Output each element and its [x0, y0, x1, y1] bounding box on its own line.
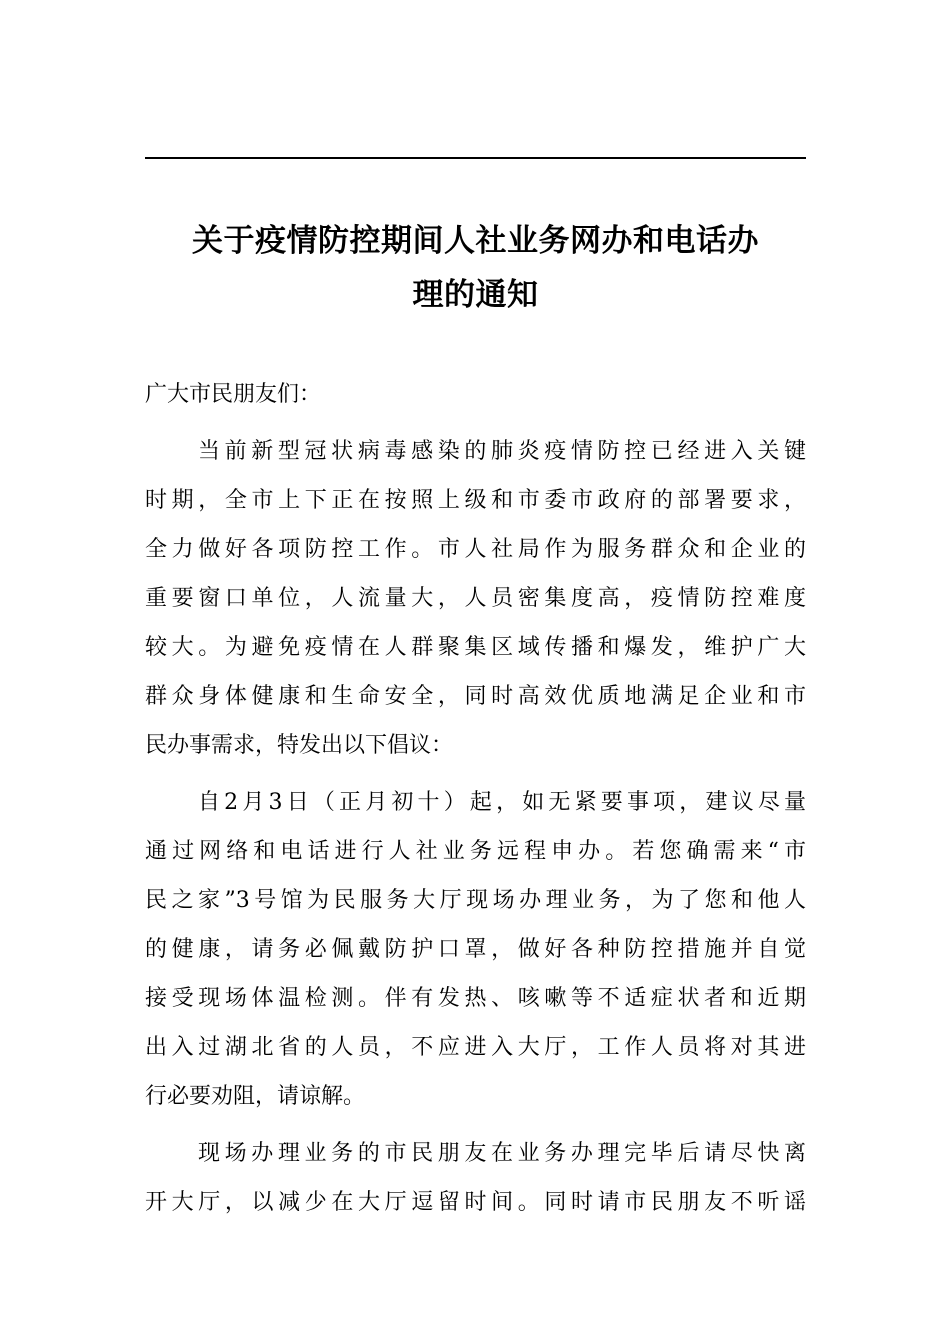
paragraph-line: 通过网络和电话进行人社业务远程申办。若您确需来“市: [145, 839, 806, 864]
paragraph-3: [145, 1129, 806, 1227]
paragraph-line: 较大。为避免疫情在人群聚集区域传播和爆发，维护广大: [145, 635, 806, 660]
salutation: 广大市民朋友们：: [145, 382, 322, 407]
paragraph-line: 时期，全市上下正在按照上级和市委市政府的部署要求，: [145, 488, 806, 513]
paragraph-line: 接受现场体温检测。伴有发热、咳嗽等不适症状者和近期: [145, 986, 806, 1011]
paragraph-line: 民之家”3号馆为民服务大厅现场办理业务，为了您和他人: [145, 888, 806, 913]
paragraph-line: 开大厅，以减少在大厅逗留时间。同时请市民朋友不听谣: [145, 1190, 806, 1215]
paragraph-line: 的健康，请务必佩戴防护口罩，做好各种防控措施并自觉: [145, 937, 806, 962]
paragraph-2: [145, 778, 806, 1121]
paragraph-line: 全力做好各项防控工作。市人社局作为服务群众和企业的: [145, 537, 806, 562]
spacer: [145, 1121, 806, 1129]
spacer: [145, 419, 806, 427]
header-rule: [145, 157, 806, 159]
document-body: [145, 370, 806, 1227]
paragraph-line: 现场办理业务的市民朋友在业务办理完毕后请尽快离: [198, 1141, 806, 1166]
paragraph-line: 群众身体健康和生命安全，同时高效优质地满足企业和市: [145, 684, 806, 709]
paragraph-line: 出入过湖北省的人员，不应进入大厅，工作人员将对其进: [145, 1035, 806, 1060]
paragraph-line: 自2月3日（正月初十）起，如无紧要事项，建议尽量: [198, 790, 806, 815]
paragraph-line: 重要窗口单位，人流量大，人员密集度高，疫情防控难度: [145, 586, 806, 611]
document-title: [145, 214, 806, 322]
paragraph-line: 当前新型冠状病毒感染的肺炎疫情防控已经进入关键: [198, 439, 806, 464]
paragraph-line: 民办事需求，特发出以下倡议：: [145, 733, 454, 758]
paragraph-1: [145, 427, 806, 770]
spacer: [145, 770, 806, 778]
paragraph-line: 行必要劝阻，请谅解。: [145, 1084, 366, 1109]
title-line: 关于疫情防控期间人社业务网办和电话办: [192, 223, 759, 259]
title-line: 理的通知: [412, 277, 539, 313]
